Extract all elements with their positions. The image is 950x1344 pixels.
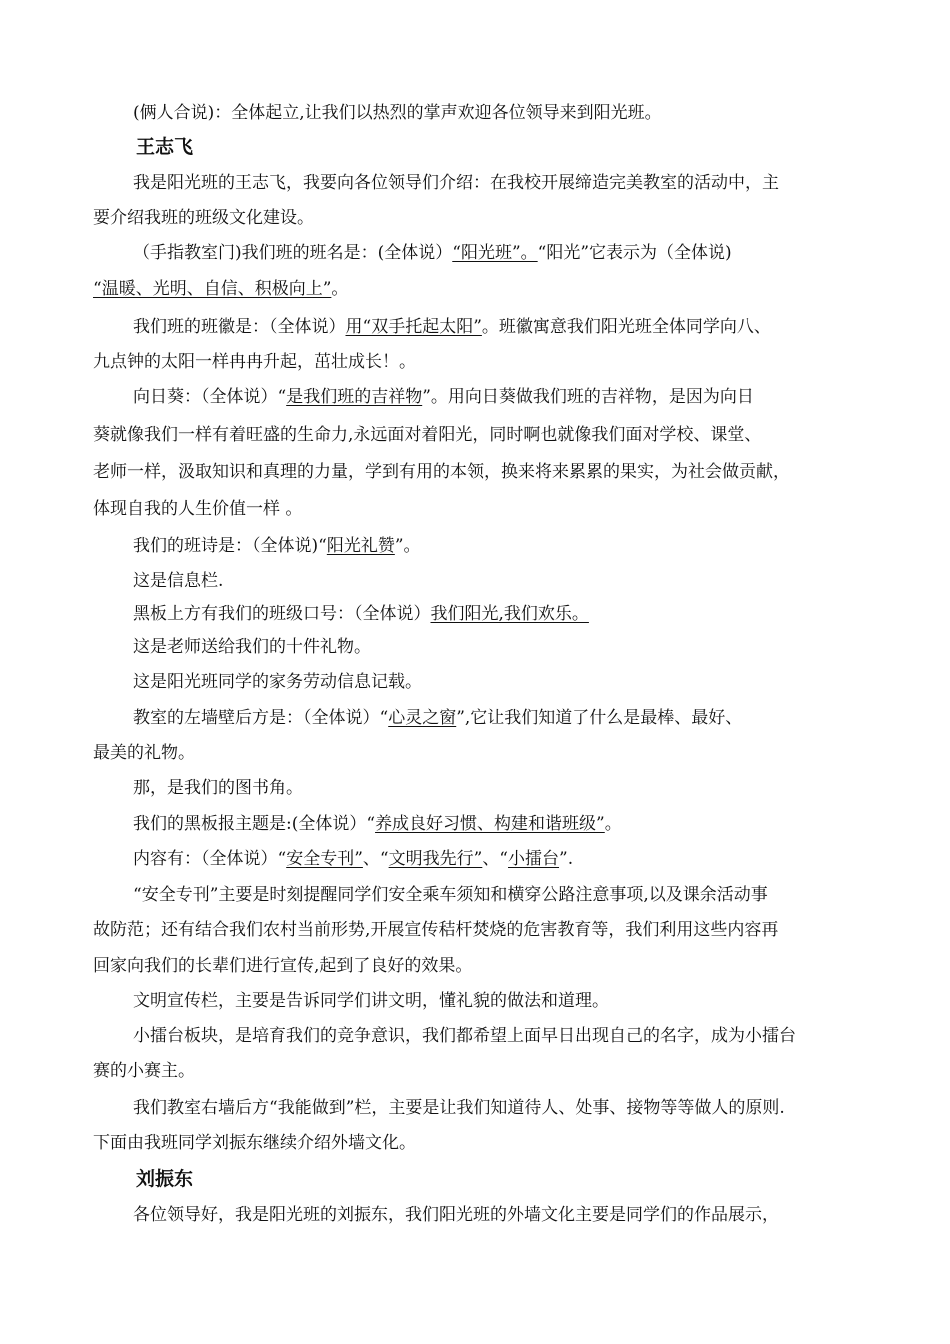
text-run: 教室的左墙壁后方是：（全体说）“ [133, 708, 389, 728]
text-run: （手指教室门)我们班的班名是：(全体说） [133, 243, 453, 263]
paragraph-line [93, 277, 348, 301]
text-run: 我们的黑板报主题是:(全体说）“ [133, 814, 376, 834]
paragraph-line [133, 847, 573, 871]
speaker-heading-1: 王志飞 [136, 136, 194, 158]
text-run: 。班徽寓意我们阳光班全体同学向八、 [481, 317, 771, 337]
paragraph-line [133, 385, 754, 409]
paragraph-line [133, 706, 742, 730]
paragraph-line [133, 315, 771, 339]
intro-line: (俩人合说)：全体起立,让我们以热烈的掌声欢迎各位领导来到阳光班。 [133, 103, 662, 123]
paragraph-line: 赛的小赛主。 [93, 1061, 195, 1081]
paragraph-line: 最美的礼物。 [93, 743, 195, 763]
paragraph-line: 回家向我们的长辈们进行宣传,起到了良好的效果。 [93, 956, 473, 976]
paragraph-line: 故防范；还有结合我们农村当前形势,开展宣传秸杆焚烧的危害教育等，我们利用这些内容再 [93, 920, 779, 940]
speaker-heading-2: 刘振东 [136, 1168, 194, 1190]
underlined-answer: “阳光班”。 [452, 243, 538, 263]
text-run: 。 [604, 814, 622, 834]
paragraph-line: 下面由我班同学刘振东继续介绍外墙文化。 [93, 1133, 416, 1153]
paragraph-line [133, 812, 622, 836]
text-run: 内容有：（全体说）“ [133, 849, 287, 869]
underlined-answer: 安全专刊” [286, 849, 363, 869]
text-run: ”。用向日葵做我们班的吉祥物，是因为向日 [422, 387, 754, 407]
paragraph-line: 各位领导好，我是阳光班的刘振东，我们阳光班的外墙文化主要是同学们的作品展示， [133, 1205, 779, 1225]
paragraph-line: 文明宣传栏，主要是告诉同学们讲文明，懂礼貌的做法和道理。 [133, 991, 609, 1011]
underlined-answer: 小擂台 [508, 849, 560, 869]
underlined-answer: 心灵之窗 [388, 708, 457, 728]
underlined-answer: “温暖、光明、自信、积极向上” [93, 279, 332, 299]
paragraph-line: 这是信息栏. [133, 571, 224, 591]
underlined-answer: 我们阳光,我们欢乐。 [430, 604, 589, 624]
text-run: 、“ [482, 849, 509, 869]
paragraph-line [133, 241, 732, 265]
underlined-answer: 文明我先行” [388, 849, 483, 869]
text-run: ”,它让我们知道了什么是最棒、最好、 [456, 708, 743, 728]
text-run: ”. [559, 849, 574, 869]
underlined-answer: 阳光礼赞 [326, 536, 395, 556]
text-run: 黑板上方有我们的班级口号：（全体说） [133, 604, 431, 624]
paragraph-line [133, 534, 421, 558]
text-run: “阳光”它表示为（全体说) [537, 243, 732, 263]
underlined-answer: 养成良好习惯、构建和谐班级” [375, 814, 605, 834]
paragraph-line: 这是老师送给我们的十件礼物。 [133, 637, 371, 657]
paragraph-line: 我们教室右墙后方“我能做到”栏，主要是让我们知道待人、处事、接物等等做人的原则. [133, 1098, 785, 1118]
text-run: 。 [331, 279, 349, 299]
paragraph-line: 老师一样，汲取知识和真理的力量，学到有用的本领，换来将来累累的果实，为社会做贡献， [93, 462, 790, 482]
text-run: 向日葵：（全体说）“ [133, 387, 287, 407]
paragraph-line: 那，是我们的图书角。 [133, 778, 303, 798]
paragraph-line: 九点钟的太阳一样冉冉升起，茁壮成长！。 [93, 352, 416, 372]
paragraph-line: 我是阳光班的王志飞，我要向各位领导们介绍：在我校开展缔造完美教室的活动中，主 [133, 173, 779, 193]
underlined-answer: 用“双手托起太阳” [345, 317, 482, 337]
text-run: ”。 [394, 536, 421, 556]
underlined-answer: 是我们班的吉祥物 [286, 387, 423, 407]
paragraph-line: 这是阳光班同学的家务劳动信息记载。 [133, 672, 422, 692]
paragraph-line: 小擂台板块，是培育我们的竞争意识，我们都希望上面早日出现自己的名字，成为小擂台 [133, 1026, 796, 1046]
paragraph-line: “安全专刊”主要是时刻提醒同学们安全乘车须知和横穿公路注意事项,以及课余活动事 [133, 885, 768, 905]
paragraph-line: 葵就像我们一样有着旺盛的生命力,永远面对着阳光，同时啊也就像我们面对学校、课堂、 [93, 425, 762, 445]
paragraph-line: 体现自我的人生价值一样 。 [93, 499, 303, 519]
text-run: 我们的班诗是：（全体说)“ [133, 536, 327, 556]
paragraph-line: 要介绍我班的班级文化建设。 [93, 208, 314, 228]
text-run: 、“ [362, 849, 389, 869]
text-run: 我们班的班徽是：（全体说） [133, 317, 346, 337]
paragraph-line [133, 602, 589, 626]
